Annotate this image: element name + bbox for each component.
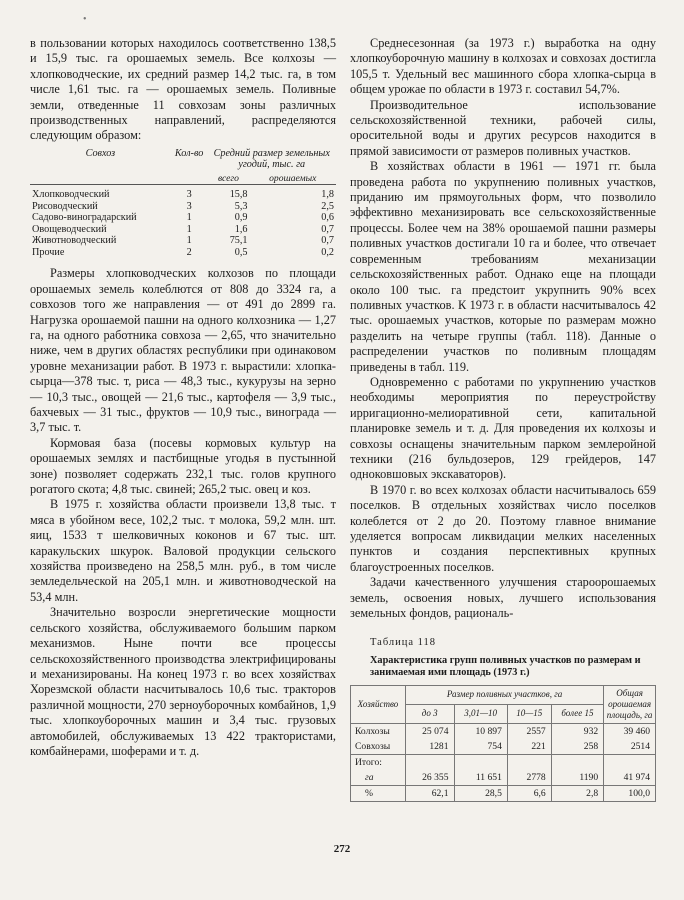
- table-row: [351, 723, 656, 739]
- right-paragraph-2: Производительное использование сельскохозяйственной техники, рабочей силы, оросительной воды и других ресурсов находится в прямой зависимости от размеров поливных участков.: [350, 97, 656, 158]
- cell: 39 460: [604, 723, 656, 739]
- row-count: 3: [186, 200, 192, 212]
- row-count: 1: [186, 235, 192, 247]
- page-speck: •: [83, 14, 87, 25]
- row-count: 3: [186, 189, 192, 201]
- row-name: Животноводческий: [32, 235, 117, 247]
- table-row: [30, 247, 336, 259]
- row-irrigated: 0,7: [321, 223, 334, 235]
- cell: 26 355: [405, 770, 454, 786]
- col-header-farm: Хозяйство: [351, 685, 406, 723]
- table-row: [30, 201, 336, 213]
- col-header-size-group: Размер поливных участков, га: [405, 685, 603, 704]
- left-paragraph-4: В 1975 г. хозяйства области произвели 13,8 тыс. т мяса в убойном весе, 102,2 тыс. т молока, 59,2 млн. шт. яиц, 1533 т шелковичных коконов и 67 тыс. шт. каракульских шкурок. Валовой продукции сельского хозяйства произведено на 258,5 млн. руб., в том числе земледельческой на 205,1 млн. и животноводческой на 53,4 млн.: [30, 497, 336, 604]
- table-row: [30, 224, 336, 236]
- row-total: 75,1: [229, 235, 248, 247]
- row-irrigated: 2,5: [321, 200, 334, 212]
- row-count: 1: [186, 212, 192, 224]
- left-paragraph-5: Значительно возросли энергетические мощности сельского хозяйства, обслуживаемого большим парком механизмов. Ныне почти все процессы сельскохозяйственного производства электрифицированы и механизированы. На конец 1973 г. во всех хозяйствах Хорезмской области насчитывалось 10,6 тыс. тракторов различной мощности, 270 зерноуборочных комбайнов, 1,9 тыс. хлопкоуборочных машин и 3,4 тыс. грузовых автомобилей, обслуживаемых 13 422 трактористами, комбайнерами, шоферами и т. д.: [30, 605, 337, 758]
- right-paragraph-6: Задачи качественного улучшения староорошаемых земель, освоения новых, лучшего использования земельных фондов, рациональ-: [350, 575, 656, 621]
- row-label: Итого:: [351, 754, 406, 770]
- col-header-size: более 15: [551, 704, 603, 723]
- row-total: 0,5: [234, 246, 248, 258]
- cell: [454, 754, 507, 770]
- right-column: [350, 36, 656, 802]
- cell: 2557: [507, 723, 551, 739]
- table-row: [30, 212, 336, 224]
- cell: [507, 754, 551, 770]
- left-column: [30, 36, 336, 759]
- cell: 258: [551, 739, 603, 755]
- cell: 41 974: [604, 770, 656, 786]
- col-header-count: Кол-во: [174, 147, 204, 159]
- right-paragraph-1: Среднесезонная (за 1973 г.) выработка на одну хлопкоуборочную машину в колхозах и совхозах достигла 105,5 т. Удельный вес машинного сбора хлопка-сырца в общем урожае по области в 1973 г. составил 54,7%.: [350, 36, 656, 97]
- right-paragraph-3: В хозяйствах области в 1961 — 1971 гг. была проведена работа по укрупнению поливных участков, приданию им прямоугольных форм, что позволило эффективно механизировать все сельскохозяйственные процессы. Более чем на 38% орошаемой пашни размеры поливных участков достигали 10 га и более, что отвечает современным требованиям механизации сельскохозяйственных работ. Однако еще на площади около 100 тыс. га предстоит укрупнить 90% всех поливных участков. К 1973 г. в области насчитывалось 42 тыс. орошаемых участков, которые по размерам можно разделить на четыре группы (табл. 118). Данные о распределении участков по поливным площадям приведены в табл. 119.: [350, 159, 656, 374]
- left-paragraph-3: Кормовая база (посевы кормовых культур на орошаемых землях и пастбищные угодья в пустынной зоне) позволяет содержать 232,1 тыс. голов крупного рогатого скота; 4,8 тыс. свиней; 265,2 тыс. овец и коз.: [30, 435, 336, 497]
- row-name: Овощеводческий: [32, 223, 107, 235]
- cell: 62,1: [405, 785, 454, 801]
- cell: 2,8: [551, 785, 603, 801]
- cell: [604, 754, 656, 770]
- row-label: Колхозы: [351, 723, 406, 739]
- cell: 221: [507, 739, 551, 755]
- row-count: 2: [186, 246, 192, 258]
- row-name: Прочие: [32, 246, 65, 258]
- row-irrigated: 0,7: [321, 235, 334, 247]
- cell: 100,0: [604, 785, 656, 801]
- row-irrigated: 1,8: [321, 189, 334, 201]
- cell: 2778: [507, 770, 551, 786]
- cell: 1190: [551, 770, 603, 786]
- row-total: 0,9: [234, 212, 248, 224]
- cell: [551, 754, 603, 770]
- row-total: 15,8: [229, 189, 248, 201]
- col-header-size: 3,01—10: [454, 704, 507, 723]
- col-header-size: до 3: [405, 704, 454, 723]
- row-count: 1: [186, 223, 192, 235]
- farm-distribution-table: [30, 148, 336, 259]
- col-header-size: 10—15: [507, 704, 551, 723]
- cell: 1281: [405, 739, 454, 755]
- table-row: [351, 754, 656, 770]
- cell: 754: [454, 739, 507, 755]
- table-caption: Таблица 118: [370, 637, 437, 649]
- left-paragraph-1: в пользовании которых находилось соответственно 138,5 и 15,9 тыс. га орошаемых земель. Все колхозы — хлопководческие, их средний размер 14,2 тыс. га, в том числе 1,61 тыс. га — орошаемых земель. Поливные земли, отведенные 11 совхозам зоны различных производственных направлений, распределяются следующим образом:: [30, 36, 336, 143]
- row-total: 5,3: [234, 200, 248, 212]
- row-label: %: [351, 785, 406, 801]
- row-label: га: [351, 770, 406, 786]
- cell: 2514: [604, 739, 656, 755]
- table-row: [30, 235, 336, 247]
- left-paragraph-2: Размеры хлопководческих колхозов по площади орошаемых земель колеблются от 808 до 3324 га, а совхозов того же направления — от 491 до 2899 га. Нагрузка орошаемой пашни на одного колхозника — 1,27 га, на одного работника совхоза — 2,65, что значительно ниже, чем в других областях республики при одинаковом уровне механизации работ. В 1973 г. вырастили: хлопка-сырца—378 тыс. т, риса — 48,3 тыс., кукурузы на зерно — 10,3 тыс., овощей — 21,6 тыс., картофеля — 3,9 тыс., бахчевых — 31 тыс., фруктов — 10,9 тыс., винограда — 3,7 тыс. т.: [30, 266, 336, 435]
- cell: 25 074: [405, 723, 454, 739]
- table-row: [351, 785, 656, 801]
- col-header-type: Совхоз: [85, 147, 116, 159]
- cell: 10 897: [454, 723, 507, 739]
- row-irrigated: 0,2: [321, 246, 334, 258]
- row-name: Садово-виноградарский: [32, 212, 137, 224]
- row-label: Совхозы: [351, 739, 406, 755]
- table-row: [30, 189, 336, 201]
- col-header-avg-size: Средний размер земельных угодий, тыс. га: [213, 147, 330, 171]
- page-number: 272: [333, 843, 351, 855]
- right-paragraph-4: Одновременно с работами по укрупнению участков необходимы мероприятия по переустройству ирригационно-мелиоративной сети, капитальной планировке земель и т. д. Для проведения их колхозы и совхозы оснащены значительным парком землеройной техники (216 бульдозеров, 129 грейдеров, 147 одноковшовых экскаваторов).: [350, 374, 656, 482]
- col-header-total-area: Общая орошаемая площадь, га: [604, 685, 656, 723]
- cell: [405, 754, 454, 770]
- row-total: 1,6: [234, 223, 248, 235]
- row-name: Хлопководческий: [32, 189, 110, 201]
- plot-size-table: [350, 685, 656, 802]
- right-paragraph-5: В 1970 г. во всех колхозах области насчитывалось 659 поселков. В отдельных хозяйствах число поселков колеблется от 2 до 20. Поэтому главное внимание уделяется вопросам ликвидации мелких населенных пунктов и создания перспективных крупных благоустроенных поселков.: [350, 482, 656, 574]
- cell: 932: [551, 723, 603, 739]
- cell: 11 651: [454, 770, 507, 786]
- col-header-total: всего: [218, 172, 239, 184]
- cell: 28,5: [454, 785, 507, 801]
- table-row: [351, 770, 656, 786]
- row-irrigated: 0,6: [321, 212, 334, 224]
- row-name: Рисоводческий: [32, 200, 98, 212]
- table-title: Характеристика групп поливных участков по размерам и занимаемая ими площадь (1973 г.): [370, 654, 641, 678]
- table-row: [351, 739, 656, 755]
- col-header-irrigated: орошаемых: [269, 172, 317, 184]
- cell: 6,6: [507, 785, 551, 801]
